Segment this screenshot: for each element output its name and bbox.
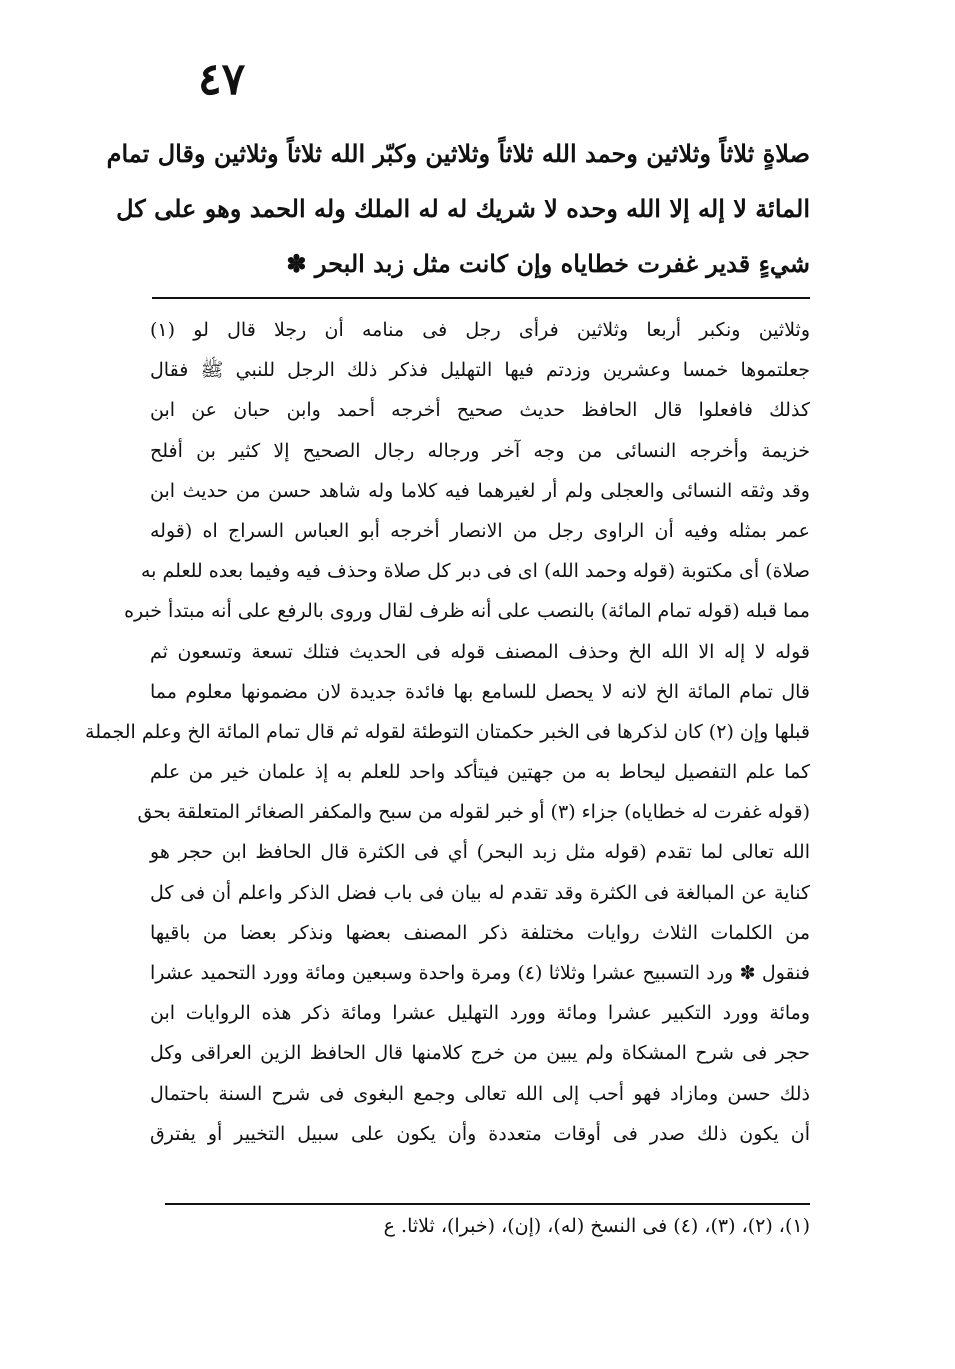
commentary-line: الله تعالى لما تقدم (قوله مثل زبد البحر) أي فى الكثرة قال الحافظ ابن حجر هو	[150, 841, 810, 864]
hadith-main-text	[106, 126, 810, 291]
commentary-line: مما قبله (قوله تمام المائة) بالنصب على أنه ظرف لقال وروى بالرفع على أنه مبتدأ خبره	[124, 600, 810, 623]
commentary-line: (قوله غفرت له خطاياه) جزاء (٣) أو خبر لقوله من سبح والمكفر الصغائر المتعلقة بحق	[137, 801, 810, 824]
commentary-line: كما علم التفصيل ليحاط به من جهتين فيتأكد واحد للعلم به إذ علمان خير من علم	[150, 761, 810, 784]
commentary-line: أن يكون ذلك صدر فى أوقات متعددة وأن يكون على سبيل التخيير أو يفترق	[150, 1122, 810, 1145]
commentary-line: فنقول ✽ ورد التسبيح عشرا وثلاثا (٤) ومرة واحدة وسبعين ومائة وورد التحميد عشرا	[150, 962, 810, 984]
page-number: ٤٧	[198, 54, 246, 105]
commentary-line: حجر فى شرح المشكاة ولم يبين من خرج كلامنها قال الحافظ الزين العراقى وكل	[150, 1042, 810, 1065]
main-text-line: شيءٍ قدير غفرت خطاياه وإن كانت مثل زبد البحر ✽	[286, 249, 810, 278]
commentary-line: عمر بمثله وفيه أن الراوى رجل من الانصار أخرجه أبو العباس السراج اه (قوله	[150, 519, 810, 542]
commentary-line: جعلتموها خمسا وعشرين وزدتم فيها التهليل فذكر ذلك الرجل للنبي ﷺ فقال	[150, 359, 810, 382]
commentary-block	[85, 310, 810, 1154]
commentary-line: كناية عن المبالغة فى الكثرة وقد تقدم له بيان فى باب فضل الذكر واعلم أن فى كل	[150, 881, 810, 904]
commentary-line: ومائة وورد التكبير عشرا ومائة وورد التهليل عشرا ومائة ذكر هذه الروايات ابن	[150, 1002, 810, 1025]
commentary-line: قال تمام المائة الخ لانه لا يحصل للسامع بها فائدة جديدة لان مضمونها معلوم مما	[150, 680, 810, 703]
commentary-line: ذلك حسن ومازاد فهو أحب إلى الله تعالى وجمع البغوى فى شرح السنة باحتمال	[150, 1082, 810, 1105]
separator-rule	[152, 297, 810, 299]
main-text-line: المائة لا إله إلا الله وحده لا شريك له له الملك وله الحمد وهو على كل	[116, 194, 810, 223]
footnote-separator-rule	[165, 1203, 810, 1205]
commentary-line: وثلاثين ونكبر أربعا وثلاثين فرأى رجل فى منامه أن رجلا قال لو (١)	[150, 319, 810, 341]
commentary-line: خزيمة وأخرجه النسائى من وجه آخر ورجاله رجال الصحيح إلا كثير بن أفلح	[150, 439, 810, 462]
commentary-line: صلاة) أى مكتوبة (قوله وحمد الله) اى فى دبر كل صلاة وحذف فيه وفيما بعده للعلم به	[141, 560, 810, 583]
commentary-line: وقد وثقه النسائى والعجلى ولم أر لغيرهما فيه كلاما وله شاهد حسن من حديث ابن	[150, 479, 810, 502]
footnote: (١)، (٢)، (٣)، (٤) فى النسخ (له)، (إن)، (خبرا)، ثلاثا. ع	[383, 1215, 810, 1237]
commentary-line: قبلها وإن (٢) كان لذكرها فى الخبر حكمتان التوطئة لقوله ثم قال تمام المائة الخ وعلم الجملة	[85, 720, 810, 743]
commentary-line: قوله لا إله الا الله الخ وحذف المصنف قوله فى الحديث فتلك تسعة وتسعون ثم	[150, 640, 810, 663]
commentary-line: كذلك فافعلوا قال الحافظ حديث صحيح أخرجه أحمد وابن حبان عن ابن	[150, 399, 810, 422]
commentary-line: من الكلمات الثلاث روايات مختلفة ذكر المصنف بعضها ونذكر بعضا من باقيها	[150, 921, 810, 944]
main-text-line: صلاةٍ ثلاثاً وثلاثين وحمد الله ثلاثاً وثلاثين وكبّر الله ثلاثاً وثلاثين وقال تمام	[106, 139, 810, 168]
